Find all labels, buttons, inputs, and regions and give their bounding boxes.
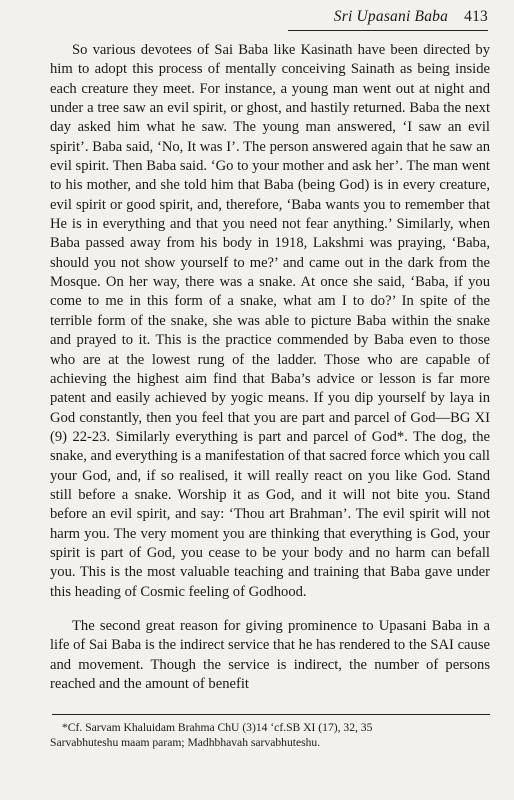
paragraph: The second great reason for giving prominence to Upasani Baba in a life of Sai Baba is the indirect service that he has rendered to the SAI cause and movement. Though the service is indirect, the number of persons reached and the amount of benefit xyxy=(50,617,490,692)
footnote-rule xyxy=(52,714,490,715)
footnote-line: Sarvabhuteshu maam param; Madhbhavah sarvabhuteshu. xyxy=(50,736,321,749)
running-header-title: Sri Upasani Baba xyxy=(333,8,449,25)
paragraph: So various devotees of Sai Baba like Kasinath have been directed by him to adopt this process of mentally conceiving Sainath as being inside each creature they meet. For instance, a young man went out at night and under a tree saw an evil spirit, or ghost, and hastily returned. Baba the next day asked him what he saw. The young man answered, ‘I saw an evil spirit’. Baba said, ‘No, It was I’. The person answered again that he saw an evil spirit. Then Baba said. ‘Go to your mother and ask her’. The man went to his mother, and she told him that Baba (being God) is in every creature, evil spirit or good spirit, and, therefore, ‘Baba wants you to remember that He is in everything and that you need not fear anything.’ Similarly, when Baba passed away from his body in 1918, Lakshmi was praying, ‘Baba, should you not show yourself to me?’ and came out in the dark from the Mosque. On her way, there was a snake. At once she said, ‘Baba, if you come to me in this form of a snake, what am I to do?’ In spite of the terrible form of the snake, she was able to picture Baba within the snake and prayed to it. This is the practice commended by Baba even to those who are at the lowest rung of the ladder. Those who are capable of achieving the highest aim find that Baba’s advice or lesson is far more patent and easily achieved by yogic means. If you dip yourself by laya in God constantly, then you feel that you are part and parcel of God—BG XI (9) 22-23. Similarly everything is part and parcel of God*. The dog, the snake, and everything is a manifestation of that sacred force which you call your God, and, if so realised, it will really react on you like God. Stand still before a snake. Worship it as God, and it will not bite you. Stand before an evil spirit, and say: ‘Thou art Brahman’. The evil spirit will not harm you. The very moment you are thinking that everything is God, your spirit is part of God, you cease to be your body and no harm can befall you. This is the most valuable teaching and training that Baba gave under this heading of Cosmic feeling of Godhood. xyxy=(50,42,490,600)
body-text xyxy=(50,41,490,694)
running-header xyxy=(334,8,488,26)
footnote-line: *Cf. Sarvam Khaluidam Brahma ChU (3)14 ‘cf.SB XI (17), 32, 35 xyxy=(62,721,373,734)
footnote xyxy=(50,720,490,750)
header-rule xyxy=(288,30,488,31)
page-number: 413 xyxy=(464,8,488,25)
